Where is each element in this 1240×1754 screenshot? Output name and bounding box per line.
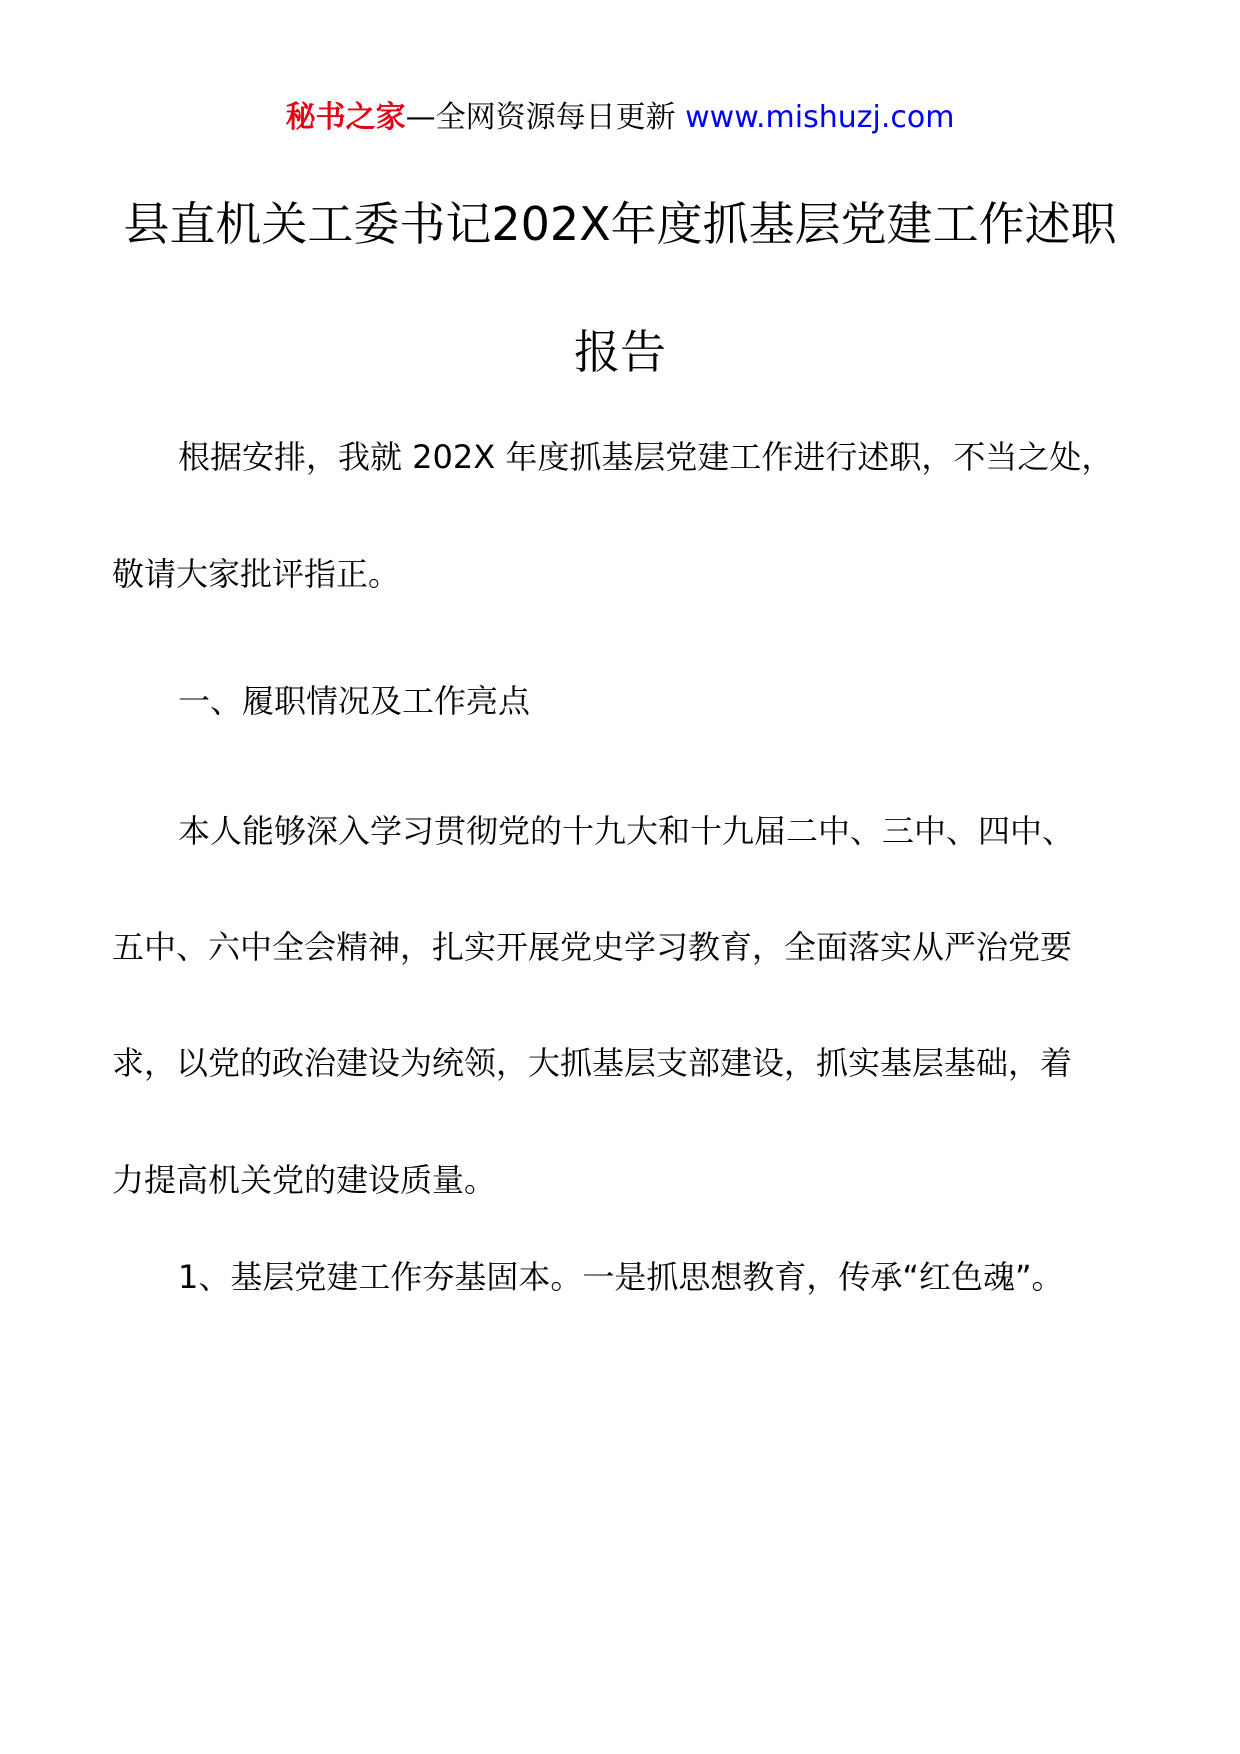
body-line-5: 求，以党的政治建设为统领，大抓基层支部建设，抓实基层基础，着 bbox=[112, 1044, 1073, 1082]
body-line-1: 根据安排，我就 202X 年度抓基层党建工作进行述职，不当之处， bbox=[178, 438, 1114, 476]
section-heading-1: 一、履职情况及工作亮点 bbox=[178, 682, 531, 720]
header-tagline: —全网资源每日更新 bbox=[405, 100, 676, 135]
document-title-line-1: 县直机关工委书记202X年度抓基层党建工作述职 bbox=[123, 197, 1117, 251]
body-line-3: 本人能够深入学习贯彻党的十九大和十九届二中、三中、四中、 bbox=[178, 812, 1075, 850]
body-line-7: 1、基层党建工作夯基固本。一是抓思想教育，传承“红色魂”。 bbox=[178, 1258, 1064, 1296]
document-title-line-2: 报告 bbox=[574, 325, 666, 379]
body-line-6: 力提高机关党的建设质量。 bbox=[112, 1161, 497, 1199]
body-line-2: 敬请大家批评指正。 bbox=[112, 555, 401, 593]
brand-name: 秘书之家 bbox=[285, 100, 406, 135]
site-url-link[interactable]: www.mishuzj.com bbox=[685, 100, 955, 135]
site-header bbox=[0, 98, 1240, 138]
body-line-4: 五中、六中全会精神，扎实开展党史学习教育，全面落实从严治党要 bbox=[112, 928, 1073, 966]
